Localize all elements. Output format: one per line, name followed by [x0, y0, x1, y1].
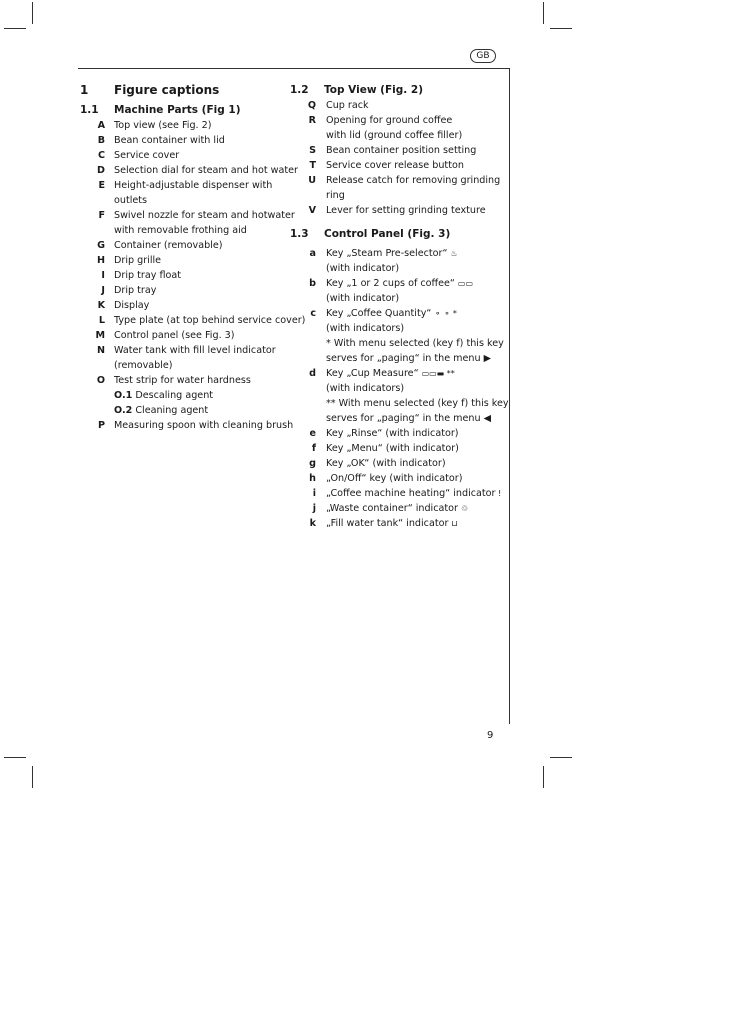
- list-item-note: ** With menu selected (key f) this key: [326, 398, 509, 409]
- list-item-note: * With menu selected (key f) this key: [326, 338, 504, 349]
- list-item: N Water tank with fill level indicator: [96, 345, 276, 356]
- list-item: O Test strip for water hardness: [96, 375, 251, 386]
- list-item: T Service cover release button: [309, 160, 464, 171]
- list-item-continuation: ring: [326, 190, 345, 201]
- list-item-continuation: with lid (ground coffee filler): [326, 130, 463, 141]
- list-item: c Key „Coffee Quantity“ ⚬ ⚬ *: [310, 308, 457, 319]
- list-item-continuation: (with indicators): [326, 383, 405, 394]
- crop-mark: [543, 766, 544, 788]
- right-column: [290, 82, 509, 531]
- heating-icon: ǃ: [498, 489, 501, 498]
- subsection-heading: [290, 82, 505, 98]
- section-number: 1: [80, 83, 89, 97]
- list-item: P Measuring spoon with cleaning brush: [97, 420, 294, 431]
- crop-mark: [32, 766, 33, 788]
- list-item-note: serves for „paging“ in the menu ▶: [326, 353, 492, 364]
- list-item: j „Waste container“ indicator ♲: [312, 503, 469, 514]
- list-item-continuation: with removable frothing aid: [114, 225, 247, 236]
- list-item: I Drip tray float: [101, 270, 182, 281]
- list-item-continuation: outlets: [114, 195, 148, 206]
- crop-mark: [550, 28, 572, 29]
- subsection-heading: [290, 226, 505, 242]
- subsection-title: Control Panel (Fig. 3): [324, 228, 451, 240]
- page-number: 9: [487, 730, 494, 741]
- crop-mark: [4, 28, 26, 29]
- list-item: G Container (removable): [97, 240, 223, 251]
- list-item: D Selection dial for steam and hot water: [97, 165, 298, 176]
- side-rule: [509, 68, 510, 724]
- list-item: R Opening for ground coffee: [308, 115, 453, 126]
- list-item: b Key „1 or 2 cups of coffee“ ▭▭: [309, 278, 474, 289]
- list-item: d Key „Cup Measure“ ▭▭▬ **: [309, 368, 455, 379]
- coffee-quantity-icon: ⚬ ⚬ *: [434, 309, 457, 318]
- list-item: E Height-adjustable dispenser with: [98, 180, 273, 191]
- list-item: B Bean container with lid: [97, 135, 225, 146]
- list-item: F Swivel nozzle for steam and hotwater: [98, 210, 295, 221]
- subsection-title: Top View (Fig. 2): [324, 84, 424, 96]
- list-item-note: serves for „paging“ in the menu ◀: [326, 413, 492, 424]
- subsection-number: 1.2: [290, 84, 309, 96]
- waste-container-icon: ♲: [460, 504, 469, 513]
- list-item: Q Cup rack: [307, 100, 369, 111]
- water-tank-icon: ⊔: [451, 519, 458, 528]
- cup-measure-icon: ▭▭▬ **: [421, 369, 455, 378]
- list-item: U Release catch for removing grinding: [308, 175, 501, 186]
- list-item: J Drip tray: [101, 285, 157, 296]
- list-item: f Key „Menu“ (with indicator): [311, 443, 459, 454]
- list-item-continuation: (removable): [114, 360, 173, 371]
- section-title: Figure captions: [114, 83, 220, 97]
- list-item: k „Fill water tank“ indicator ⊔: [309, 518, 458, 529]
- list-item: a Key „Steam Pre-selector“ ♨: [309, 248, 458, 259]
- list-item: V Lever for setting grinding texture: [308, 205, 486, 216]
- list-item-continuation: (with indicator): [326, 263, 400, 274]
- crop-mark: [4, 757, 26, 758]
- crop-mark: [32, 2, 33, 24]
- subsection-number: 1.1: [80, 104, 99, 116]
- list-item: H Drip grille: [96, 255, 162, 266]
- list-item: C Service cover: [97, 150, 180, 161]
- sub-item: O.1 Descaling agent: [114, 390, 214, 401]
- sub-item: O.2 Cleaning agent: [114, 405, 209, 416]
- header-rule: [78, 68, 510, 69]
- list-item: e Key „Rinse“ (with indicator): [309, 428, 459, 439]
- list-item: h „On/Off“ key (with indicator): [309, 473, 463, 484]
- list-item: i „Coffee machine heating“ indicator ǃ: [312, 488, 501, 499]
- subsection-number: 1.3: [290, 228, 309, 240]
- list-item: M Control panel (see Fig. 3): [95, 330, 235, 341]
- list-item-continuation: (with indicators): [326, 323, 405, 334]
- spacer: [290, 218, 505, 226]
- left-column: [80, 82, 306, 433]
- list-item: S Bean container position setting: [309, 145, 477, 156]
- language-badge: GB: [470, 49, 496, 63]
- crop-mark: [543, 2, 544, 24]
- list-item: L Type plate (at top behind service cover): [98, 315, 306, 326]
- list-item: g Key „OK“ (with indicator): [309, 458, 446, 469]
- cups-icon: ▭▭: [457, 279, 474, 288]
- steam-icon: ♨: [450, 249, 458, 258]
- list-item: K Display: [97, 300, 150, 311]
- subsection-heading: [80, 102, 300, 118]
- list-item-continuation: (with indicator): [326, 293, 400, 304]
- list-item: A Top view (see Fig. 2): [97, 120, 212, 131]
- subsection-title: Machine Parts (Fig 1): [114, 104, 241, 116]
- crop-mark: [550, 757, 572, 758]
- section-heading: [80, 82, 300, 102]
